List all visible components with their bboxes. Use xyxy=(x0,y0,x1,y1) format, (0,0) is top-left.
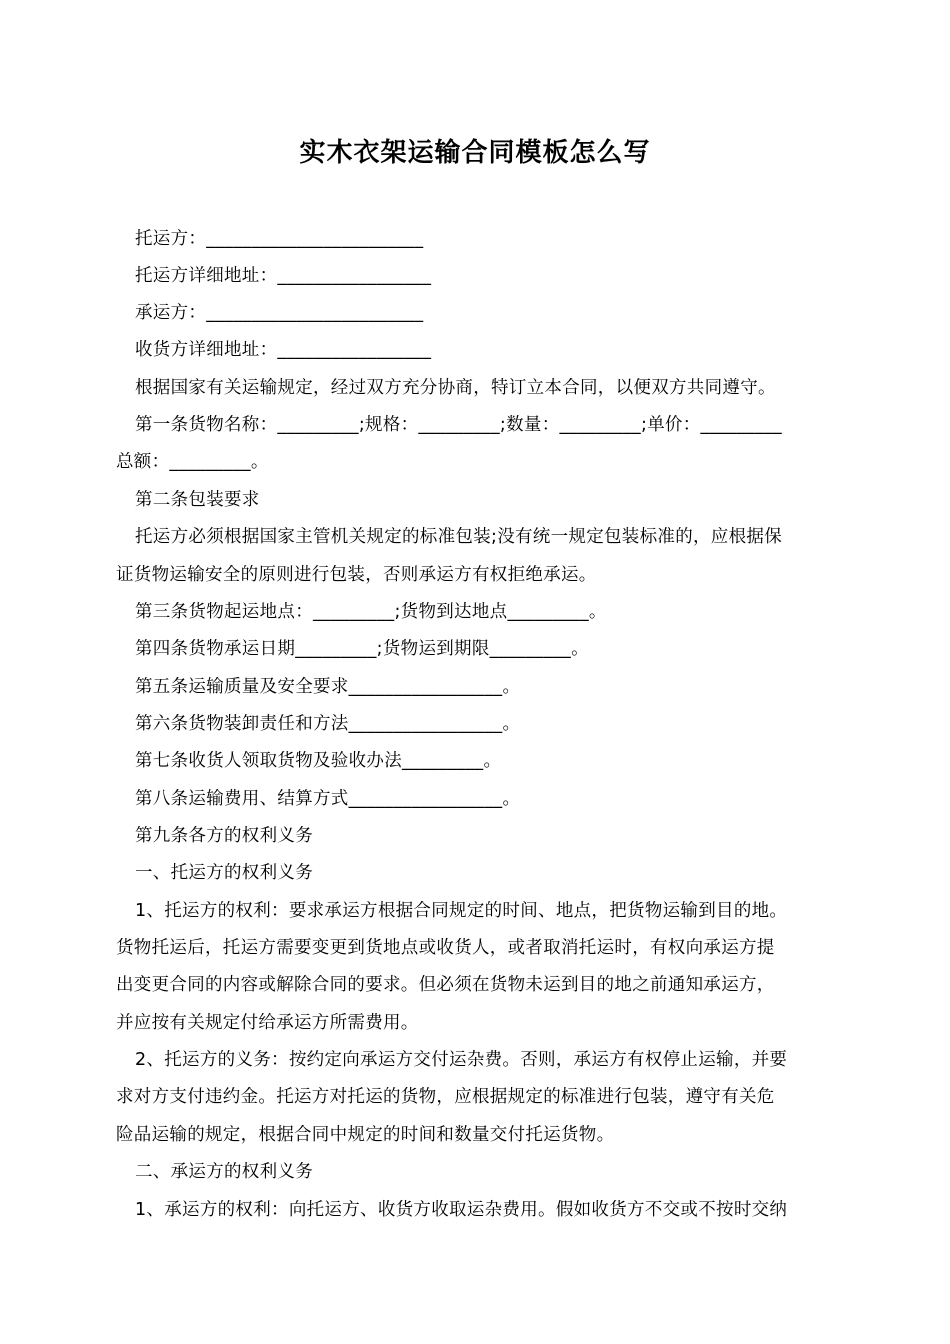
article-1-line: 第一条货物名称：_________;规格：_________;数量：_________;单价：_________ xyxy=(135,415,782,435)
article-1-total-line: 总额：_________。 xyxy=(116,452,269,472)
section-1-item-1-line-1: 1、托运方的权利：要求承运方根据合同规定的时间、地点，把货物运输到目的地。 xyxy=(135,901,788,921)
article-2-text-line-1: 托运方必须根据国家主管机关规定的标准包装;没有统一规定包装标准的，应根据保 xyxy=(135,527,782,547)
article-2-text-line-2: 证货物运输安全的原则进行包装，否则承运方有权拒绝承运。 xyxy=(116,565,597,585)
consignor-address-line: 托运方详细地址：_________________ xyxy=(135,266,432,286)
consignor-line: 托运方：________________________ xyxy=(135,229,424,249)
article-3-line: 第三条货物起运地点：_________;货物到达地点_________。 xyxy=(135,602,607,622)
section-1-item-2-line-3: 险品运输的规定，根据合同中规定的时间和数量交付托运货物。 xyxy=(116,1125,615,1145)
article-8-line: 第八条运输费用、结算方式_________________。 xyxy=(135,789,521,809)
section-1-heading: 一、托运方的权利义务 xyxy=(135,863,313,883)
consignee-address-line: 收货方详细地址：_________________ xyxy=(135,340,432,360)
document-title: 实木衣架运输合同模板怎么写 xyxy=(299,138,651,168)
article-7-line: 第七条收货人领取货物及验收办法_________。 xyxy=(135,751,502,771)
section-1-item-2-line-2: 求对方支付违约金。托运方对托运的货物，应根据规定的标准进行包装，遵守有关危 xyxy=(116,1087,775,1107)
section-1-item-1-line-3: 出变更合同的内容或解除合同的要求。但必须在货物未运到目的地之前通知承运方， xyxy=(116,975,775,995)
preamble-paragraph: 根据国家有关运输规定，经过双方充分协商，特订立本合同，以便双方共同遵守。 xyxy=(135,378,776,398)
article-9-heading: 第九条各方的权利义务 xyxy=(135,826,313,846)
section-1-item-1-line-4: 并应按有关规定付给承运方所需费用。 xyxy=(116,1013,419,1033)
section-1-item-2-line-1: 2、托运方的义务：按约定向承运方交付运杂费。否则，承运方有权停止运输，并要 xyxy=(135,1050,788,1070)
article-6-line: 第六条货物装卸责任和方法_________________。 xyxy=(135,714,521,734)
carrier-line: 承运方：________________________ xyxy=(135,303,424,323)
section-2-item-1-line-1: 1、承运方的权利：向托运方、收货方收取运杂费用。假如收货方不交或不按时交纳 xyxy=(135,1200,788,1220)
section-2-heading: 二、承运方的权利义务 xyxy=(135,1162,313,1182)
article-4-line: 第四条货物承运日期_________;货物运到期限_________。 xyxy=(135,639,589,659)
article-2-heading: 第二条包装要求 xyxy=(135,490,260,510)
article-5-line: 第五条运输质量及安全要求_________________。 xyxy=(135,677,521,697)
section-1-item-1-line-2: 货物托运后，托运方需要变更到货地点或收货人，或者取消托运时，有权向承运方提 xyxy=(116,938,775,958)
